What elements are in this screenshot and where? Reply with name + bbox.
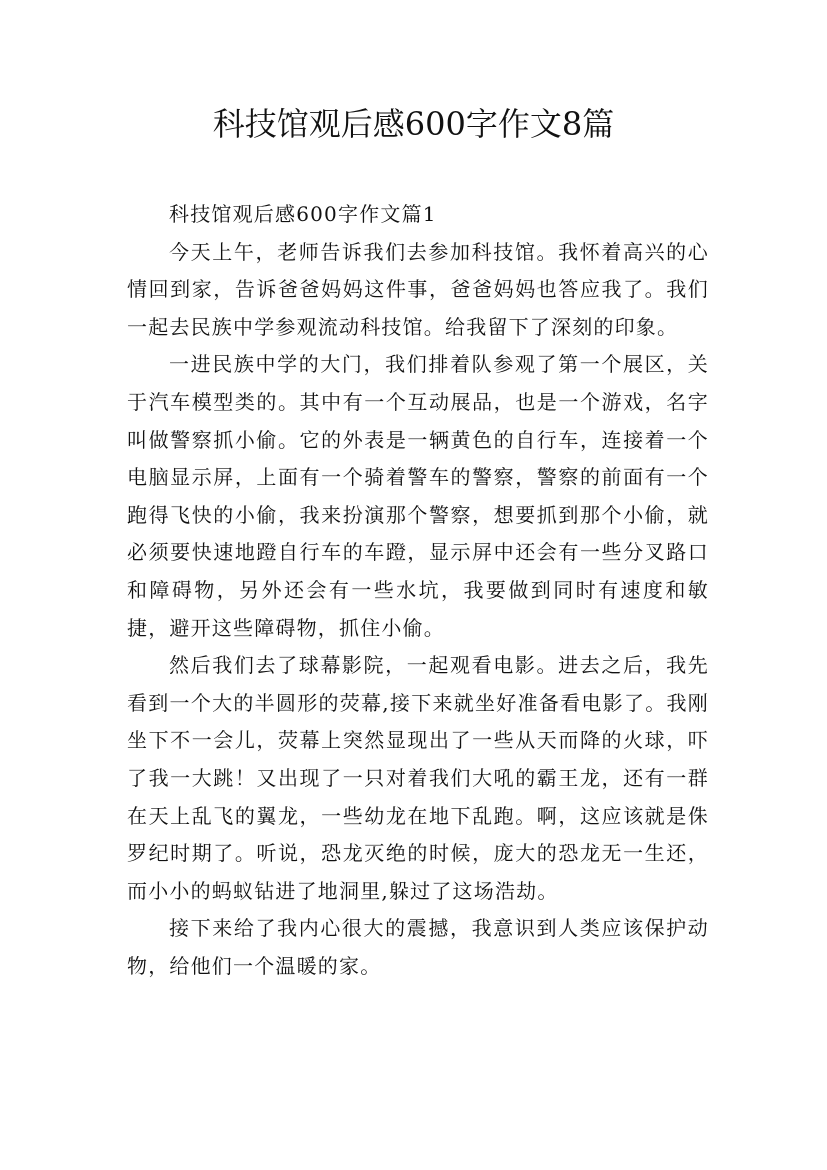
section-heading: 科技馆观后感600字作文篇1 — [169, 202, 437, 226]
paragraph-2: 一进民族中学的大门，我们排着队参观了第一个展区，关于汽车模型类的。其中有一个互动展品，也是一个游戏，名字叫做警察抓小偷。它的外表是一辆黄色的自行车，连接着一个电脑显示屏，上面有一个骑着警车的警察，警察的前面有一个跑得飞快的小偷，我来扮演那个警察，想要抓到那个小偷，就必须要快速地蹬自行车的车蹬，显示屏中还会有一些分叉路口和障碍物，另外还会有一些水坑，我要做到同时有速度和敏捷，避开这些障碍物，抓住小偷。 — [127, 352, 709, 640]
document-title: 科技馆观后感600字作文8篇 — [212, 105, 615, 143]
paragraph-3: 然后我们去了球幕影院，一起观看电影。进去之后，我先看到一个大的半圆形的荧幕,接下来就坐好准备看电影了。我刚坐下不一会儿，荧幕上突然显现出了一些从天而降的火球，吓了我一大跳！又出现了一只对着我们大吼的霸王龙，还有一群在天上乱飞的翼龙，一些幼龙在地下乱跑。啊，这应该就是侏罗纪时期了。听说，恐龙灭绝的时候，庞大的恐龙无一生还，而小小的蚂蚁钻进了地洞里,躲过了这场浩劫。 — [127, 653, 709, 903]
document-body — [127, 196, 709, 985]
paragraph-1: 今天上午，老师告诉我们去参加科技馆。我怀着高兴的心情回到家，告诉爸爸妈妈这件事，爸爸妈妈也答应我了。我们一起去民族中学参观流动科技馆。给我留下了深刻的印象。 — [127, 239, 709, 339]
paragraph-4: 接下来给了我内心很大的震撼，我意识到人类应该保护动物，给他们一个温暖的家。 — [127, 916, 709, 978]
